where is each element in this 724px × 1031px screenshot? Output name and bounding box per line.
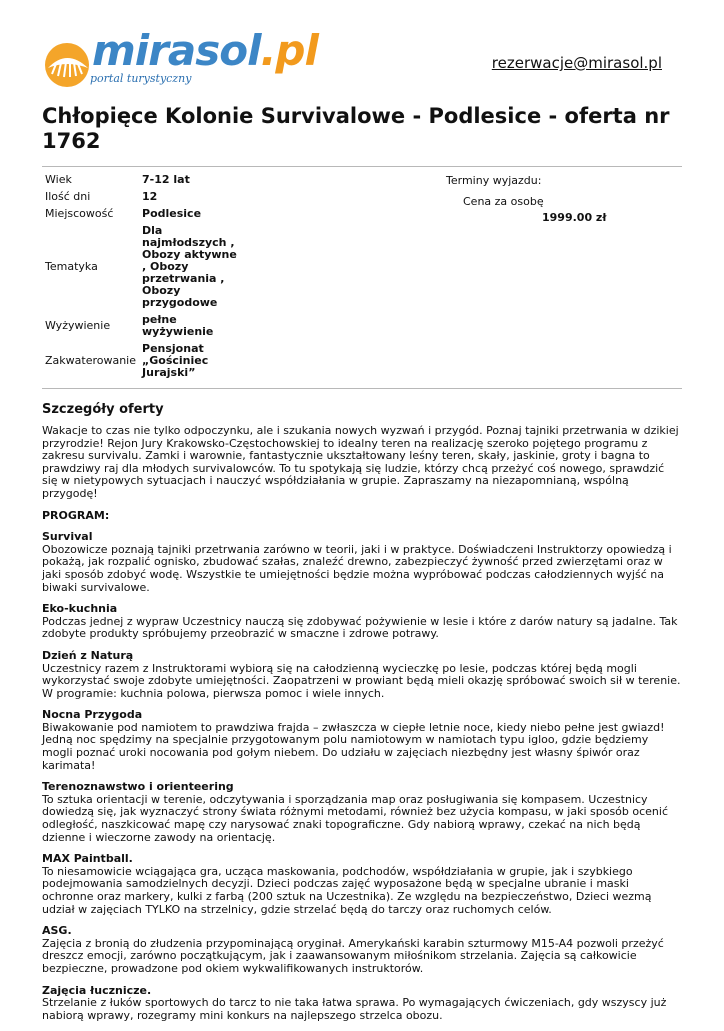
param-value: Dla najmłodszych , Obozy aktywne , Obozy przetrwania , Obozy przygodowe: [142, 224, 237, 309]
logo-wordmark: mirasol.pl: [92, 26, 318, 75]
param-key: Tematyka: [45, 260, 98, 273]
program-section: [42, 985, 682, 1023]
section-text: Obozowicze poznają tajniki przetrwania zarówno w teorii, jaki i w praktyce. Doświadczeni Instruktorzy opowiedzą i pokażą, jak rozpalić ognisko, zbudować szałas, znaleźć drewno, zabezpieczyć żywność przed zwierzętami oraz w jaki sposób zdobyć wodę. Wszystkie te umiejętności będzie można wypróbować podczas całodziennych wyjść na biwaki survivalowe.: [42, 542, 672, 594]
section-text: Zajęcia z bronią do złudzenia przypominającą oryginał. Amerykański karabin szturmowy M15-A4 pozwoli przeżyć dreszcz emocji, zarówno początkującym, jak i zaawansowanym miłośnikom strzelania. Zajęcia są całkowicie bezpieczne, prowadzone pod okiem wykwalifikowanych instruktorów.: [42, 936, 664, 975]
section-text: Biwakowanie pod namiotem to prawdziwa frajda – zwłaszcza w ciepłe letnie noce, kiedy niebo pełne jest gwiazd! Jedną noc spędzimy na specjalnie przygotowanym polu namiotowym w namiotach typu igloo, gdzie będziemy mogli poznać uroki nocowania pod gołym niebem. Do udziału w zajęciach niezbędny jest własny śpiwór oraz karimata!: [42, 720, 665, 772]
param-row: [42, 341, 245, 382]
param-key: Ilość dni: [45, 190, 91, 203]
section-heading: MAX Paintball.: [42, 852, 133, 866]
divider: [42, 388, 682, 389]
param-row: [42, 206, 245, 223]
sun-logo-icon: [42, 38, 92, 88]
program-section: [42, 925, 682, 975]
program-section: [42, 709, 682, 772]
price-label: Cena za osobę: [463, 195, 544, 208]
param-row: [42, 172, 245, 189]
param-row: [42, 189, 245, 206]
header: [42, 26, 682, 94]
intro-paragraph: Wakacje to czas nie tylko odpoczynku, ale i szukania nowych wyzwań i przygód. Poznaj tajniki przetrwania w dzikiej przyrodzie! Rejon Jury Krakowsko-Częstochowskiej to idealny teren na realizację szeroko pojętego programu z zakresu survivalu. Zamki i warownie, fantastycznie ukształtowany leśny teren, skały, jaskinie, groty i bagna to prawdziwy raj dla młodych survivalowców. To tu spotykają się ludzie, którzy chcą przeżyć coś nowego, sprawdzić się w nietypowych sytuacjach i nauczyć współdziałania w grupie. Zapraszamy na niezapomnianą, wspólną przygodę!: [42, 424, 679, 500]
param-value: 7-12 lat: [142, 173, 190, 186]
param-row: [42, 223, 245, 312]
page-title: Chłopięce Kolonie Survivalowe - Podlesice - oferta nr 1762: [42, 104, 670, 153]
param-value: Pensjonat „Gościniec Jurajski”: [142, 342, 209, 379]
section-text: To niesamowicie wciągająca gra, ucząca maskowania, podchodów, współdziałania w grupie, jak i szybkiego podejmowania samodzielnych decyzji. Dzieci podczas zajęć wyposażone będą w specjalne ubranie i maski ochronne oraz markery, kulki z farbą (200 sztuk na Uczestnika). Ze względu na bezpieczeństwo, Dzieci wezmą udział w zajęciach TYLKO na strzelnicy, gdzie strzelać będą do tarczy oraz ruchomych celów.: [42, 864, 652, 916]
section-heading: Zajęcia łucznicze.: [42, 983, 152, 997]
param-key: Miejscowość: [45, 207, 114, 220]
section-text: To sztuka orientacji w terenie, odczytywania i sporządzania map oraz posługiwania się kompasem. Uczestnicy dowiedzą się, jak wyznaczyć strony świata różnymi metodami, również bez użycia kompasu, w jaki sposób ocenić odległość, naszkicować mapę czy narysować znaki topograficzne. Gdy nabiorą wprawy, czekać na nich będą dzienne i wieczorne zawody na orientację.: [42, 792, 669, 844]
program-section: [42, 853, 682, 916]
program-section: [42, 603, 682, 641]
param-key: Wiek: [45, 173, 72, 186]
terms-panel: [446, 174, 666, 224]
section-text: Podczas jednej z wypraw Uczestnicy nauczą się zdobywać pożywienie w lesie i które z darów natury są jadalne. Tak zdobyte produkty spróbujemy przeobrazić w smaczne i zdrowe potrawy.: [42, 614, 678, 641]
offer-params-table: [42, 172, 245, 382]
param-value: Podlesice: [142, 207, 202, 220]
param-key: Zakwaterowanie: [45, 354, 137, 367]
section-heading: Dzień z Naturą: [42, 648, 134, 662]
divider: [42, 166, 682, 167]
param-key: Wyżywienie: [45, 319, 111, 332]
section-heading: Nocna Przygoda: [42, 708, 143, 722]
terms-label: Terminy wyjazdu:: [446, 174, 542, 187]
section-heading: Eko-kuchnia: [42, 602, 118, 616]
section-heading: Terenoznawstwo i orienteering: [42, 780, 234, 794]
section-text: Strzelanie z łuków sportowych do tarcz to nie taka łatwa sprawa. Po wymagających ćwiczeniach, gdy wszyscy już nabiorą wprawy, rozegramy mini konkurs na najlepszego strzelca obozu.: [42, 996, 667, 1022]
price-value: 1999.00 zł: [542, 211, 607, 224]
program-section: [42, 781, 682, 844]
param-value: pełne wyżywienie: [142, 313, 214, 338]
email-link[interactable]: rezerwacje@mirasol.pl: [491, 54, 662, 72]
program-section: [42, 531, 682, 594]
param-value: 12: [142, 190, 158, 203]
section-heading: Survival: [42, 530, 93, 544]
logo[interactable]: [42, 26, 318, 92]
section-heading: ASG.: [42, 924, 72, 938]
section-text: Uczestnicy razem z Instruktorami wybiorą się na całodzienną wycieczkę po lesie, podczas której będą mogli wykorzystać swoje zdobyte umiejętności. Zaopatrzeni w prowiant będą mieli okazję spróbować swoich sił w terenie. W programie: kuchnia polowa, pierwsza pomoc i wiele innych.: [42, 661, 681, 700]
param-row: [42, 312, 245, 341]
program-label: PROGRAM:: [42, 508, 110, 522]
offer-details: [42, 425, 682, 1031]
details-title: Szczegóły oferty: [42, 402, 164, 417]
logo-tagline: portal turystyczny: [90, 72, 192, 85]
program-section: [42, 650, 682, 700]
